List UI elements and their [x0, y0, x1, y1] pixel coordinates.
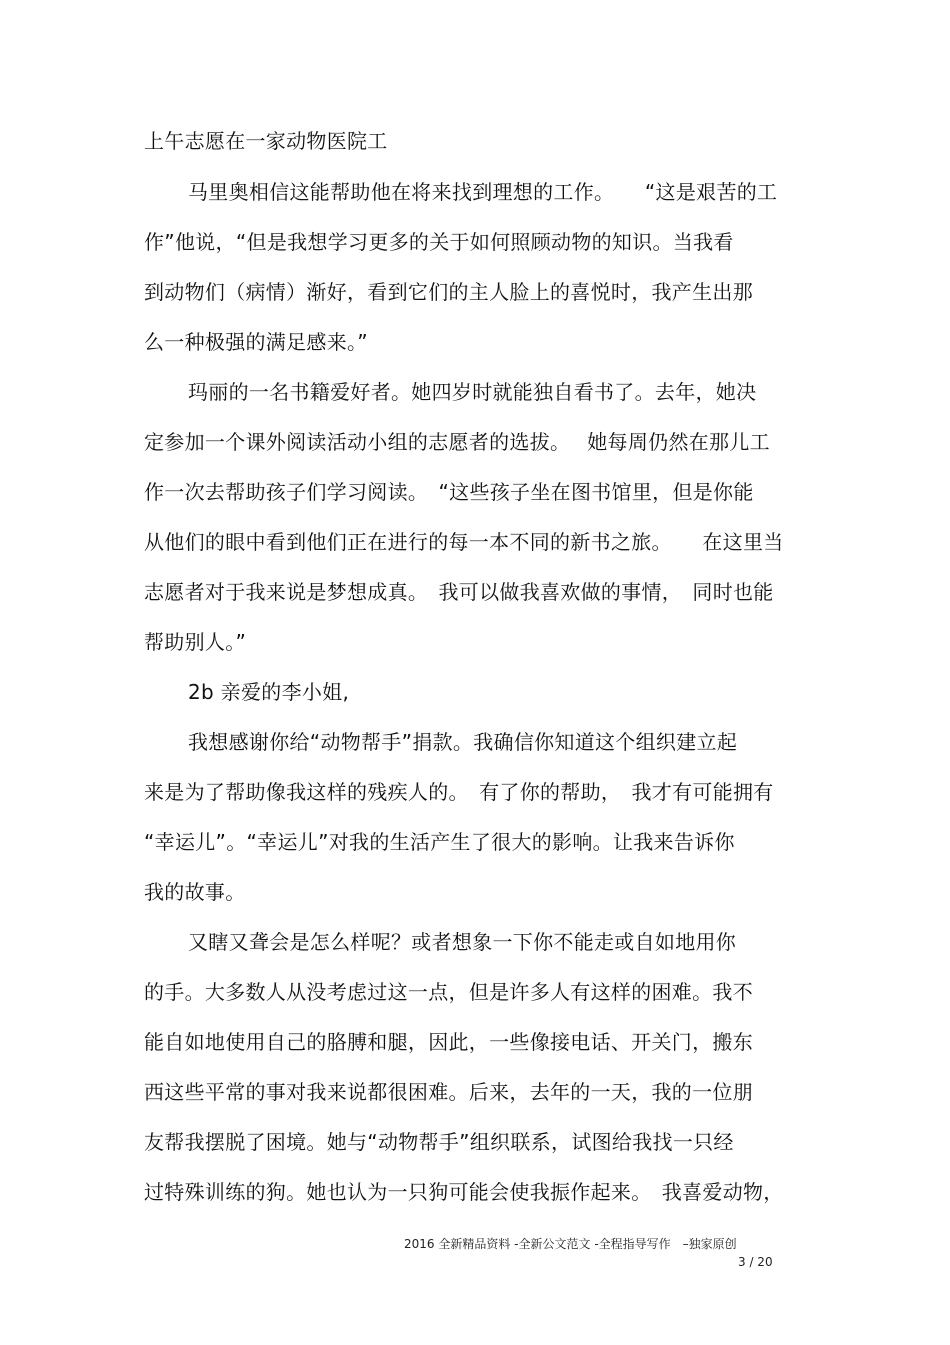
text-line: 我想感谢你给“动物帮手”捐款。我确信你知道这个组织建立起 [188, 730, 738, 754]
text-line: 志愿者对于我来说是梦想成真。 我可以做我喜欢做的事情， 同时也能 [144, 580, 774, 604]
text-line: 玛丽的一名书籍爱好者。她四岁时就能独自看书了。去年，她决 [188, 380, 757, 404]
text-line: 来是为了帮助像我这样的残疾人的。 有了你的帮助， 我才有可能拥有 [144, 780, 774, 804]
text-line: 帮助别人。” [144, 630, 247, 654]
text-line: 西这些平常的事对我来说都很困难。后来，去年的一天，我的一位朋 [144, 1080, 753, 1104]
text-line: 定参加一个课外阅读活动小组的志愿者的选拔。 她每周仍然在那儿工 [144, 430, 770, 454]
text-line: 从他们的眼中看到他们正在进行的每一本不同的新书之旅。 在这里当 [144, 530, 784, 554]
page-number: 3 / 20 [738, 1255, 773, 1269]
text-line: 又瞎又聋会是怎么样呢？或者想象一下你不能走或自如地用你 [188, 930, 737, 954]
text-line: “幸运儿”。“幸运儿”对我的生活产生了很大的影响。让我来告诉你 [144, 830, 735, 854]
text-line: 能自如地使用自己的胳膊和腿，因此，一些像接电话、开关门，搬东 [144, 1030, 753, 1054]
text-line: 的手。大多数人从没考虑过这一点，但是许多人有这样的困难。我不 [144, 980, 753, 1004]
text-line: 马里奥相信这能帮助他在将来找到理想的工作。 “这是艰苦的工 [188, 180, 778, 204]
text-line: 作一次去帮助孩子们学习阅读。 “这些孩子坐在图书馆里，但是你能 [144, 480, 754, 504]
text-line: 作”他说，“但是我想学习更多的关于如何照顾动物的知识。当我看 [144, 230, 734, 254]
text-line: 过特殊训练的狗。她也认为一只狗可能会使我振作起来。 我喜爱动物， [144, 1180, 784, 1204]
text-line: 上午志愿在一家动物医院工 [144, 129, 388, 153]
text-line: 到动物们（病情）渐好，看到它们的主人脸上的喜悦时，我产生出那 [144, 280, 753, 304]
text-line: 么一种极强的满足感来。” [144, 330, 368, 354]
letter-greeting: 2b 亲爱的李小姐, [188, 680, 350, 704]
text-line: 友帮我摆脱了困境。她与“动物帮手”组织联系，试图给我找一只经 [144, 1130, 734, 1154]
footer-caption: 2016 全新精品资料 -全新公文范文 -全程指导写作 –独家原创 [404, 1237, 737, 1251]
text-line: 我的故事。 [144, 880, 246, 904]
